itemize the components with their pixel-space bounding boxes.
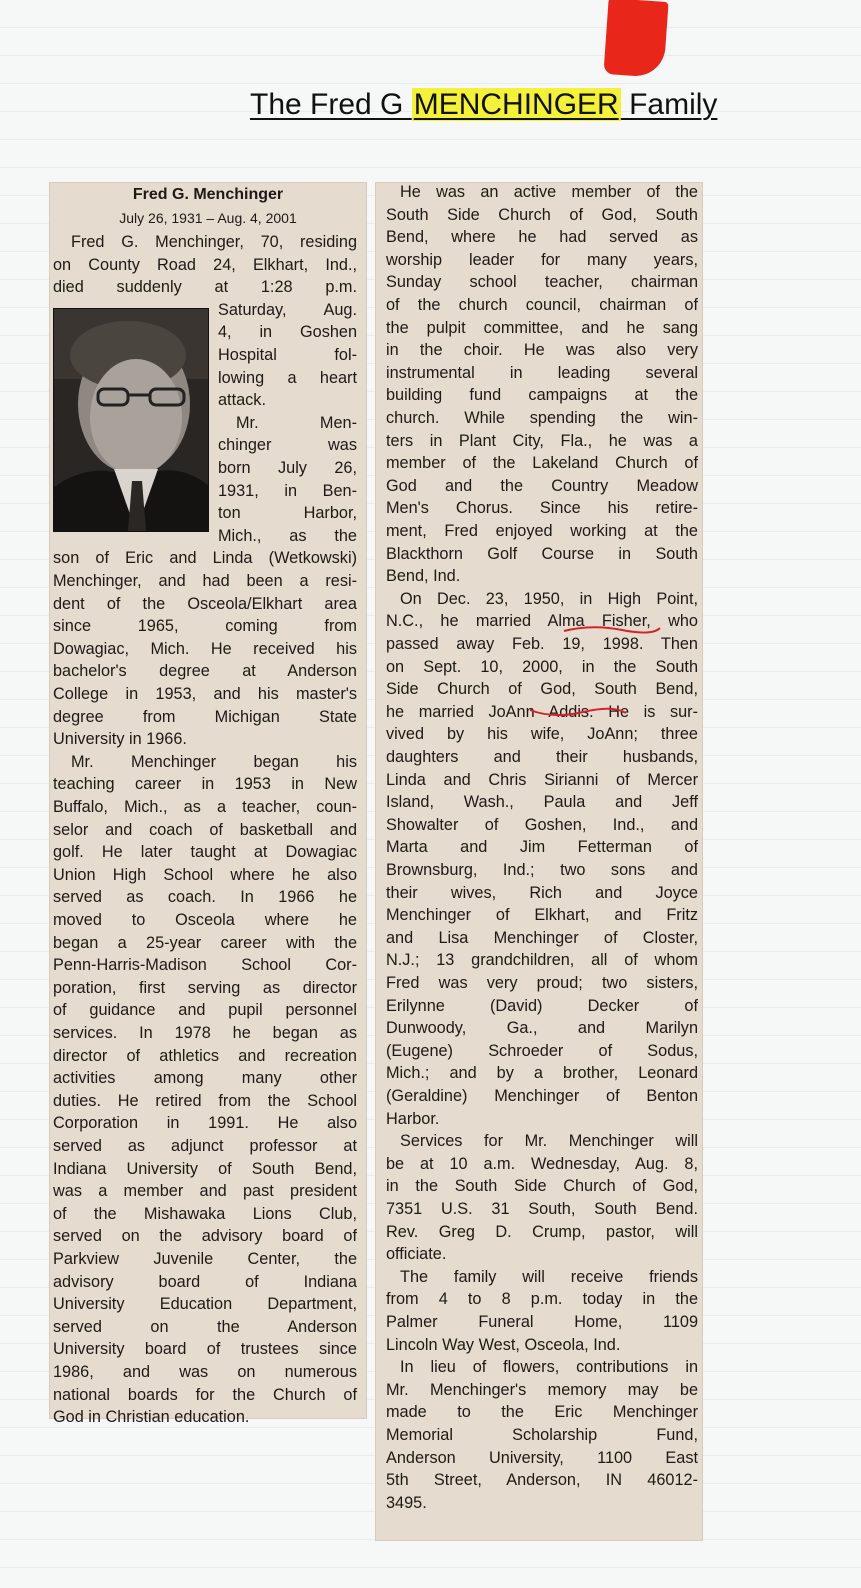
obituary-line: daughters and their husbands, [386,748,698,766]
obituary-line: N.C., he married Alma Fisher, who [386,612,698,630]
obituary-line: Penn-Harris-Madison School Cor- [53,956,357,974]
obituary-line: College in 1953, and his master's [53,685,357,703]
obituary-line: Menchinger, and had been a resi- [53,572,357,590]
obituary-line: services. In 1978 he began as [53,1024,357,1042]
obituary-line: Mich., as the [218,527,357,545]
obituary-line: in the choir. He was also very [386,341,698,359]
obituary-line: poration, first serving as director [53,979,357,997]
obituary-line: Side Church of God, South Bend, [386,680,698,698]
obituary-line: 3495. [386,1494,427,1512]
obituary-line: Dowagiac, Mich. He received his [53,640,357,658]
obituary-line: Linda and Chris Sirianni of Mercer [386,771,698,789]
handwritten-underline-joann [528,706,628,720]
obituary-line: Men's Chorus. Since his retire- [386,499,698,517]
obituary-line: Mr. Menchinger's memory may be [386,1381,698,1399]
obituary-line: Island, Wash., Paula and Jeff [386,793,698,811]
obituary-line: attack. [218,391,266,409]
obituary-line: University Education Department, [53,1295,357,1313]
obituary-line: since 1965, coming from [53,617,357,635]
obituary-line: 5th Street, Anderson, IN 46012- [386,1471,698,1489]
obituary-line: their wives, Rich and Joyce [386,884,698,902]
obituary-line: Services for Mr. Menchinger will [400,1132,698,1150]
obituary-line: selor and coach of basketball and [53,821,357,839]
obituary-line: (Geraldine) Menchinger of Benton [386,1087,698,1105]
obituary-clipping-right [376,183,702,1540]
obituary-line: On Dec. 23, 1950, in High Point, [400,590,698,608]
obituary-line: teaching career in 1953 in New [53,775,357,793]
obituary-line: Dunwoody, Ga., and Marilyn [386,1019,698,1037]
obituary-line: of the church council, chairman of [386,296,698,314]
obituary-line: he married JoAnn Addis. He is sur- [386,703,698,721]
obituary-line: Union High School where he also [53,866,357,884]
obituary-line: 1931, in Ben- [218,482,357,500]
obituary-line: University board of trustees since [53,1340,357,1358]
obituary-line: on County Road 24, Elkhart, Ind., [53,256,357,274]
obituary-line: ters in Plant City, Fla., he was a [386,432,698,450]
obituary-line: activities among many other [53,1069,357,1087]
obituary-line: Corporation in 1991. He also [53,1114,357,1132]
obituary-line: and Lisa Menchinger of Closter, [386,929,698,947]
title-prefix: The Fred G [250,88,412,121]
title-highlight: MENCHINGER [413,88,619,121]
obituary-line: began a 25-year career with the [53,934,357,952]
obituary-line: Harbor. [386,1110,440,1128]
obituary-line: born July 26, [218,459,357,477]
obituary-line: passed away Feb. 19, 1998. Then [386,635,698,653]
obituary-line: lowing a heart [218,369,357,387]
obituary-line: Memorial Scholarship Fund, [386,1426,698,1444]
obituary-line: director of athletics and recreation [53,1047,357,1065]
obituary-line: building fund campaigns at the [386,386,698,404]
obituary-line: Rev. Greg D. Crump, pastor, will [386,1223,698,1241]
obituary-line: Erilynne (David) Decker of [386,997,698,1015]
obituary-line: the pulpit committee, and he sang [386,319,698,337]
obituary-headline: Fred G. Menchinger [132,186,284,203]
obituary-line: University in 1966. [53,730,187,748]
obituary-line: member of the Lakeland Church of [386,454,698,472]
obituary-line: Fred was very proud; two sisters, [386,974,698,992]
obituary-line: Mich.; and by a brother, Leonard [386,1064,698,1082]
obituary-line: bachelor's degree at Anderson [53,662,357,680]
obituary-line: served as coach. In 1966 he [53,888,357,906]
obituary-line: ment, Fred enjoyed working at the [386,522,698,540]
obituary-line: of guidance and pupil personnel [53,1001,357,1019]
obituary-line: Bend, Ind. [386,567,461,585]
obituary-line: 1986, and was on numerous [53,1363,357,1381]
obituary-line: vived by his wife, JoAnn; three [386,725,698,743]
obituary-line: officiate. [386,1245,447,1263]
obituary-line: degree from Michigan State [53,708,357,726]
obituary-line: golf. He later taught at Dowagiac [53,843,357,861]
obituary-line: In lieu of flowers, contributions in [400,1358,698,1376]
obituary-line: 7351 U.S. 31 South, South Bend. [386,1200,698,1218]
obituary-line: served on the Anderson [53,1318,357,1336]
obituary-line: chinger was [218,436,357,454]
obituary-line: Fred G. Menchinger, 70, residing [71,233,357,251]
obituary-line: Parkview Juvenile Center, the [53,1250,357,1268]
obituary-line: son of Eric and Linda (Wetkowski) [53,549,357,567]
obituary-line: moved to Osceola where he [53,911,357,929]
obituary-line: national boards for the Church of [53,1386,357,1404]
obituary-line: instrumental in leading several [386,364,698,382]
obituary-line: Bend, where he had served as [386,228,698,246]
obituary-line: duties. He retired from the School [53,1092,357,1110]
obituary-line: made to the Eric Menchinger [386,1403,698,1421]
obituary-clipping-left [50,183,366,1426]
obituary-line: in the South Side Church of God, [386,1177,698,1195]
obituary-line: N.J.; 13 grandchildren, all of whom [386,951,698,969]
obituary-line: from 4 to 8 p.m. today in the [386,1290,698,1308]
obituary-line: Lincoln Way West, Osceola, Ind. [386,1336,621,1354]
obituary-line: Mr. Menchinger began his [71,753,357,771]
obituary-line: God in Christian education. [53,1408,250,1426]
obituary-line: Sunday school teacher, chairman [386,273,698,291]
obituary-dates: July 26, 1931 – Aug. 4, 2001 [119,210,297,226]
obituary-line: died suddenly at 1:28 p.m. [53,278,357,296]
obituary-line: was a member and past president [53,1182,357,1200]
obituary-line: Menchinger of Elkhart, and Fritz [386,906,698,924]
obituary-line: (Eugene) Schroeder of Sodus, [386,1042,698,1060]
obituary-line: served on the advisory board of [53,1227,357,1245]
portrait-photo-icon [53,308,209,532]
obituary-line: 4, in Goshen [218,323,357,341]
obituary-line: be at 10 a.m. Wednesday, Aug. 8, [386,1155,698,1173]
obituary-line: on Sept. 10, 2000, in the South [386,658,698,676]
obituary-line: Marta and Jim Fetterman of [386,838,698,856]
handwritten-underline-alma [562,623,662,637]
obituary-line: Anderson University, 1100 East [386,1449,698,1467]
obituary-line: Indiana University of South Bend, [53,1160,357,1178]
obituary-line: Showalter of Goshen, Ind., and [386,816,698,834]
obituary-line: He was an active member of the [400,183,698,201]
red-page-tab [603,0,668,78]
obituary-line: church. While spending the win- [386,409,698,427]
obituary-line: Mr. Men- [236,414,357,432]
obituary-line: worship leader for many years, [386,251,698,269]
obituary-line: Brownsburg, Ind.; two sons and [386,861,698,879]
obituary-line: Hospital fol- [218,346,357,364]
obituary-line: God and the Country Meadow [386,477,698,495]
obituary-line: dent of the Osceola/Elkhart area [53,595,357,613]
obituary-line: Blackthorn Golf Course in South [386,545,698,563]
obituary-line: advisory board of Indiana [53,1273,357,1291]
obituary-line: ton Harbor, [218,504,357,522]
obituary-line: The family will receive friends [400,1268,698,1286]
obituary-line: of the Mishawaka Lions Club, [53,1205,357,1223]
obituary-line: Palmer Funeral Home, 1109 [386,1313,698,1331]
title-suffix: Family [620,88,718,121]
obituary-line: South Side Church of God, South [386,206,698,224]
obituary-line: Buffalo, Mich., as a teacher, coun- [53,798,357,816]
page-title [250,88,717,122]
obituary-line: Saturday, Aug. [218,301,357,319]
obituary-line: served as adjunct professor at [53,1137,357,1155]
